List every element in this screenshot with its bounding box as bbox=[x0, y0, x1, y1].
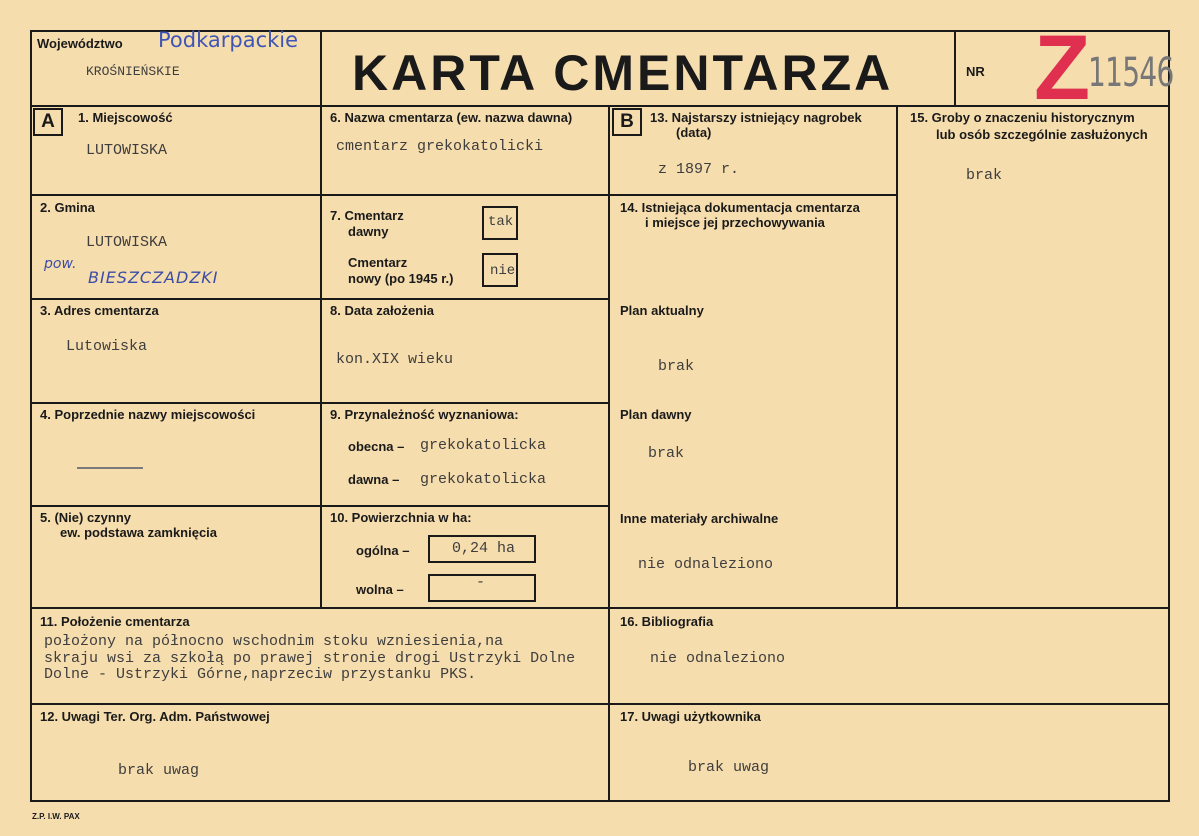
field-8-value: kon.XIX wieku bbox=[336, 351, 454, 368]
field-6-label: 6. Nazwa cmentarza (ew. nazwa dawna) bbox=[330, 110, 573, 125]
field-10-ogolna-value: 0,24 ha bbox=[452, 540, 516, 557]
nr-number: 11546 bbox=[1088, 50, 1174, 96]
section-a-badge: A bbox=[33, 108, 63, 136]
print-code: Z.P. I.W. PAX bbox=[32, 812, 80, 821]
voivodeship-typed: KROŚNIEŃSKIE bbox=[86, 64, 180, 79]
field-10-wolna-value: - bbox=[476, 574, 486, 591]
field-10-label: 10. Powierzchnia w ha: bbox=[330, 510, 472, 525]
plan-dawny-label: Plan dawny bbox=[620, 407, 692, 422]
field-15-label-line1: 15. Groby o znaczeniu historycznym bbox=[910, 110, 1135, 125]
field-16-label: 16. Bibliografia bbox=[620, 614, 714, 629]
field-2-pow-label: pow. bbox=[44, 256, 77, 272]
field-16-value: nie odnaleziono bbox=[650, 650, 786, 667]
field-17-value: brak uwag bbox=[688, 759, 770, 776]
field-13-label-line2: (data) bbox=[676, 125, 712, 140]
field-12-label: 12. Uwagi Ter. Org. Adm. Państwowej bbox=[40, 709, 270, 724]
plan-dawny-value: brak bbox=[648, 445, 685, 462]
field-5-label-line2: ew. podstawa zamknięcia bbox=[60, 525, 218, 540]
field-7-nowy-label2: nowy (po 1945 r.) bbox=[348, 271, 454, 286]
field-5-label-line1: 5. (Nie) czynny bbox=[40, 510, 132, 525]
field-13-label-line1: 13. Najstarszy istniejący nagrobek bbox=[650, 110, 862, 125]
field-17-label: 17. Uwagi użytkownika bbox=[620, 709, 761, 724]
field-12-value: brak uwag bbox=[118, 762, 200, 779]
field-7-dawny-label: dawny bbox=[348, 224, 389, 239]
field-7-nowy-value: nie bbox=[490, 263, 516, 279]
field-11-label: 11. Położenie cmentarza bbox=[40, 614, 190, 629]
section-b-badge: B bbox=[612, 108, 642, 136]
card-title: KARTA CMENTARZA bbox=[352, 45, 894, 101]
field-11-line3: Dolne - Ustrzyki Górne,naprzeciw przystanku PKS. bbox=[44, 666, 477, 683]
field-3-value: Lutowiska bbox=[66, 338, 148, 355]
voivodeship-label: Województwo bbox=[37, 36, 123, 51]
field-8-label: 8. Data założenia bbox=[330, 303, 435, 318]
field-2-pow-value: BIESZCZADZKI bbox=[88, 268, 219, 287]
field-9-label: 9. Przynależność wyznaniowa: bbox=[330, 407, 519, 422]
field-7-dawny-value: tak bbox=[488, 214, 514, 230]
field-9-dawna-value: grekokatolicka bbox=[420, 471, 547, 488]
field-7-label: 7. Cmentarz bbox=[330, 208, 404, 223]
field-6-value: cmentarz grekokatolicki bbox=[336, 138, 544, 155]
field-9-dawna-label: dawna – bbox=[348, 472, 400, 487]
field-10-wolna-label: wolna – bbox=[356, 582, 404, 597]
field-7-nowy-label1: Cmentarz bbox=[348, 255, 408, 270]
inne-materialy-value: nie odnaleziono bbox=[638, 556, 774, 573]
field-11-line2: skraju wsi za szkołą po prawej stronie drogi Ustrzyki Dolne bbox=[44, 650, 576, 667]
field-1-label: 1. Miejscowość bbox=[78, 110, 173, 125]
field-9-obecna-value: grekokatolicka bbox=[420, 437, 547, 454]
field-9-obecna-label: obecna – bbox=[348, 439, 405, 454]
field-10-ogolna-label: ogólna – bbox=[356, 543, 410, 558]
inne-materialy-label: Inne materiały archiwalne bbox=[620, 511, 779, 526]
field-4-dash bbox=[77, 467, 143, 469]
field-2-label: 2. Gmina bbox=[40, 200, 95, 215]
plan-aktualny-label: Plan aktualny bbox=[620, 303, 704, 318]
field-1-value: LUTOWISKA bbox=[86, 142, 168, 159]
field-2-value: LUTOWISKA bbox=[86, 234, 168, 251]
nr-label: NR bbox=[966, 64, 985, 79]
voivodeship-stamp: Podkarpackie bbox=[158, 28, 299, 52]
field-14-label-line2: i miejsce jej przechowywania bbox=[645, 215, 825, 230]
field-15-value: brak bbox=[966, 167, 1003, 184]
field-4-label: 4. Poprzednie nazwy miejscowości bbox=[40, 407, 256, 422]
field-13-value: z 1897 r. bbox=[658, 161, 740, 178]
field-11-line1: położony na północno wschodnim stoku wzniesienia,na bbox=[44, 633, 504, 650]
field-3-label: 3. Adres cmentarza bbox=[40, 303, 159, 318]
field-14-label-line1: 14. Istniejąca dokumentacja cmentarza bbox=[620, 200, 860, 215]
field-15-label-line2: lub osób szczególnie zasłużonych bbox=[936, 127, 1148, 142]
plan-aktualny-value: brak bbox=[658, 358, 695, 375]
nr-letter: Z bbox=[1034, 17, 1091, 119]
